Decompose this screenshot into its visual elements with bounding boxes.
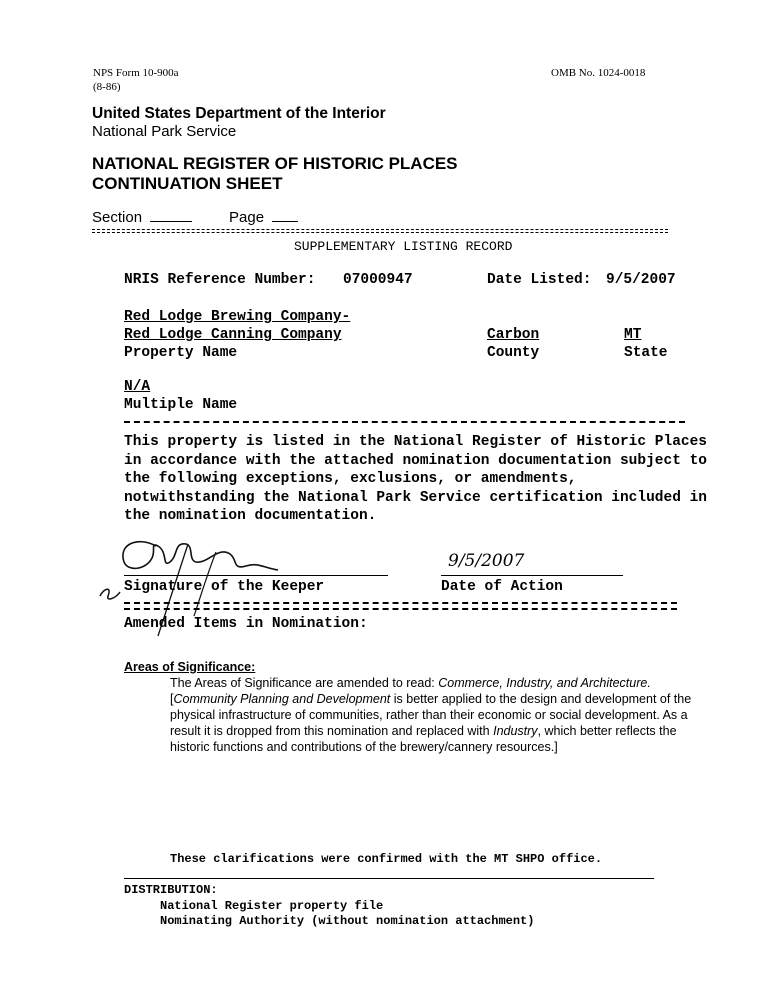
page-subtitle: CONTINUATION SHEET — [92, 174, 283, 193]
header-rule — [92, 229, 668, 233]
listing-statement: This property is listed in the National Register of Historic Places in accordance with the attached nomination documentation subject to the following exceptions, exclusions, or amendments, notwithstanding the National Park Service certification included in the nomination documentation. — [124, 434, 707, 524]
page-label: Page — [229, 209, 265, 226]
state-value: MT — [624, 327, 642, 343]
property-name-line2: Red Lodge Canning Company — [124, 327, 342, 343]
distribution-label: DISTRIBUTION: — [124, 883, 218, 897]
section-blank — [150, 207, 192, 222]
department-name: United States Department of the Interior — [92, 105, 386, 122]
page-title: NATIONAL REGISTER OF HISTORIC PLACES — [92, 154, 458, 173]
note-open: [ — [170, 692, 174, 706]
amended-rule — [124, 602, 677, 610]
distribution-rule — [124, 878, 654, 879]
distribution-item: Nominating Authority (without nomination attachment) — [160, 914, 535, 928]
date-of-action-label: Date of Action — [441, 579, 563, 595]
signature-label: Signature of the Keeper — [124, 579, 325, 595]
property-name-line1: Red Lodge Brewing Company- — [124, 309, 351, 325]
date-listed-value: 9/5/2007 — [606, 272, 676, 288]
amendment-areas: Commerce, Industry, and Architecture. — [438, 676, 651, 690]
form-number: NPS Form 10-900a — [93, 67, 179, 79]
amended-items-label: Amended Items in Nomination: — [124, 616, 368, 632]
page-blank — [272, 207, 298, 222]
amendment-heading: Areas of Significance: — [124, 660, 256, 674]
note-text-2: , which better reflects the historic functions and contributions of the brewery/cannery resources.] — [170, 724, 677, 754]
distribution-item: National Register property file — [160, 899, 384, 913]
record-heading: SUPPLEMENTARY LISTING RECORD — [294, 239, 513, 254]
amendment-text — [170, 675, 700, 755]
multiple-name-label: Multiple Name — [124, 397, 238, 413]
date-line — [441, 575, 623, 576]
state-label: State — [624, 345, 668, 361]
date-of-action-handwritten: 9/5/2007 — [448, 551, 525, 571]
section-divider — [124, 421, 685, 423]
clarification-note: These clarifications were confirmed with the MT SHPO office. — [170, 852, 603, 866]
form-date: (8-86) — [93, 81, 121, 93]
note-italic-1: Community Planning and Development — [173, 692, 391, 706]
section-field — [92, 207, 192, 226]
agency-name: National Park Service — [92, 123, 237, 140]
multiple-name-value: N/A — [124, 379, 151, 395]
note-italic-2: Industry — [493, 724, 538, 738]
county-value: Carbon — [487, 327, 540, 343]
date-listed-label: Date Listed: — [487, 272, 592, 288]
nris-label: NRIS Reference Number: — [124, 272, 316, 288]
county-label: County — [487, 345, 540, 361]
section-label: Section — [92, 209, 143, 226]
note-text-1: is better applied to the design and development of the physical infrastructure of communities, rather than their economic or social development. As a result it is dropped from this nomination and replaced with — [170, 692, 692, 738]
property-name-label: Property Name — [124, 345, 238, 361]
omb-number: OMB No. 1024-0018 — [551, 67, 646, 79]
nris-value: 07000947 — [343, 272, 413, 288]
amendment-sentence: The Areas of Significance are amended to read: — [170, 676, 439, 690]
page-field — [229, 207, 298, 226]
signature-line — [124, 575, 388, 576]
